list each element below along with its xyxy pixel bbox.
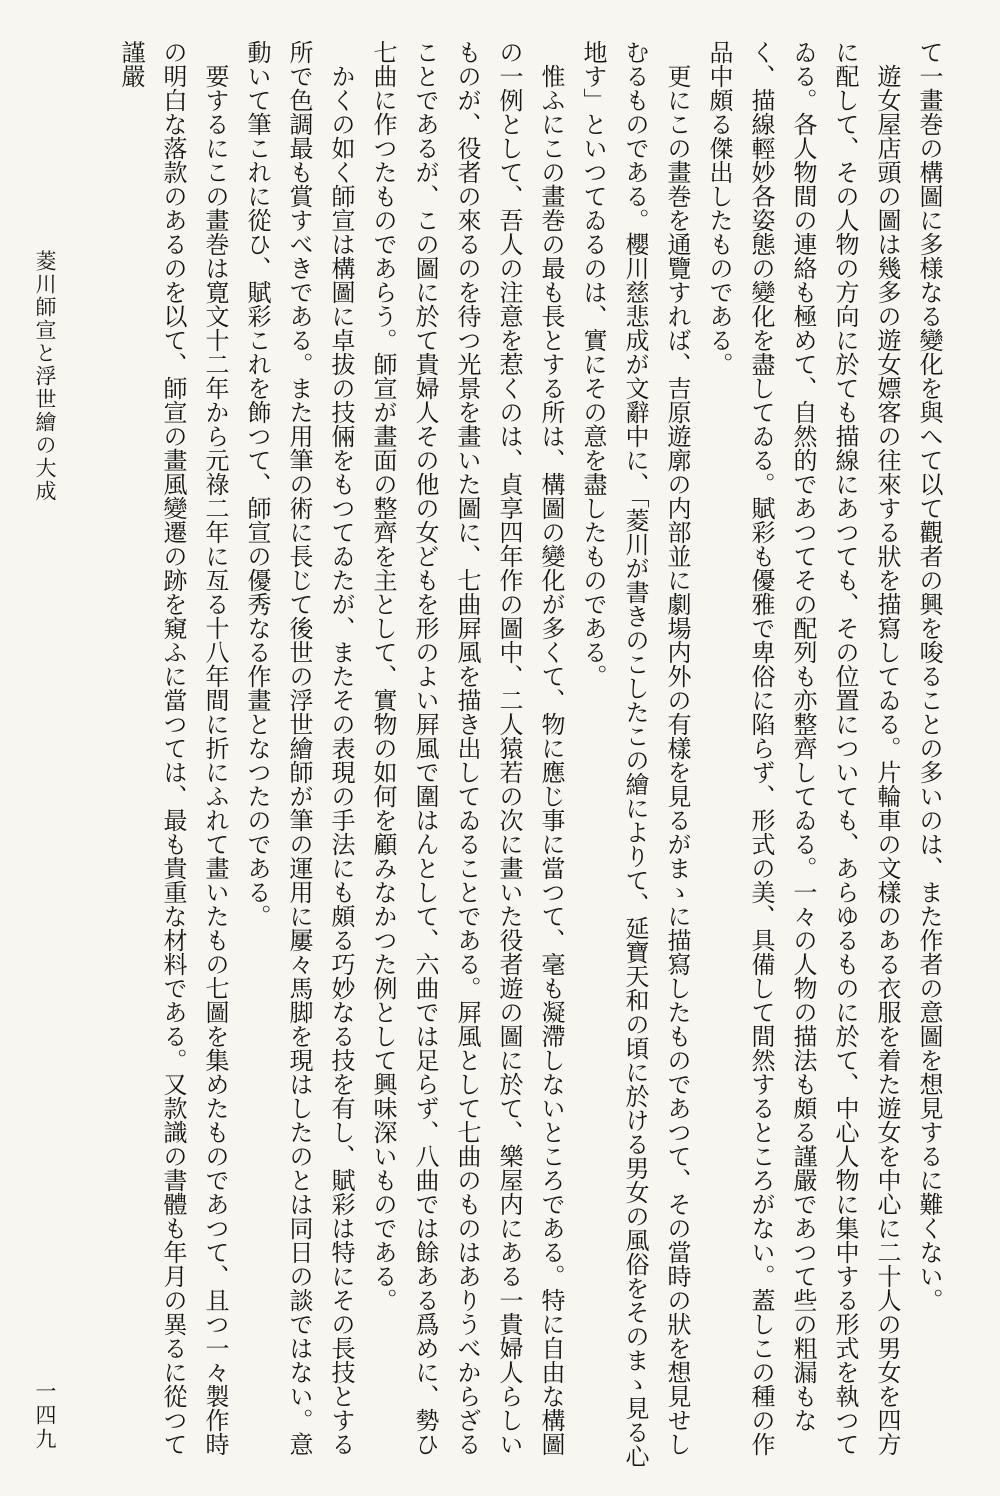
page-number: 一四九 (33, 1380, 57, 1452)
paragraph: 要するにこの畫巻は寛文十二年から元祿二年に亙る十八年間に折にふれて畫いたもの七圖を集めたものであつて、且つ一々製作時の明白な落款のあるのを以て、師宣の畫風變遷の跡を窺ふに當つては、最も貴重な材料である。又款識の書體も年月の異るに從つて謹嚴 (117, 40, 229, 1456)
paragraph: て一畫巻の構圖に多様なる變化を與へて以て觀者の興を唆ることの多いのは、また作者の意圖を想見するに難くない。 (915, 40, 943, 1312)
paragraph: 惟ふにこの畫巻の最も長とする所は、構圖の變化が多くて、物に應じ事に當つて、毫も凝滯しないところである。特に自由な構圖の一例として、吾人の注意を惹くのは、貞享四年作の圖中、二人猿若の次に畫いた役者遊の圖に於て、樂屋内にある一貴婦人らしいものが、役者の來るのを待つ光景を畫いた圖に、七曲屛風を描き出してゐることである。屛風として七曲のものはありうべからざることであるが、この圖に於て貴婦人その他の女どもを形のよい屛風で圍はんとして、六曲では足らず、八曲では餘ある爲めに、勢ひ七曲に作つたものであらう。師宣が畫面の整齊を主として、實物の如何を顧みなかつた例として興味深いものである。 (369, 40, 565, 1456)
paragraph: かくの如く師宣は構圖に卓拔の技倆をもつてゐたが、またその表現の手法にも頗る巧妙なる技を有し、賦彩は特にその長技とする所で色調最も賞すべきである。また用筆の術に長じて後世の浮世繪師が筆の運用に屢々馬脚を現はしたのとは同日の談ではない。意動いて筆これに從ひ、賦彩これを飾つて、師宣の優秀なる作畫となつたのである。 (243, 40, 355, 1456)
paragraph: 更にこの畫巻を通覽すれば、吉原遊廓の内部並に劇場内外の有樣を見るがまゝに描寫したものであつて、その當時の狀を想見せしむるものである。櫻川慈悲成が文辭中に、「菱川が書きのこしたこの繪によりて、延寶天和の頃に於ける男女の風俗をそのまゝ見る心地す」といつてゐるのは、實にその意を盡したものである。 (579, 40, 691, 1468)
main-text (90, 40, 950, 1472)
paragraph: 遊女屋店頭の圖は幾多の遊女嫖客の往來する狀を描寫してゐる。片輪車の文樣のある衣服を着た遊女を中心に二十人の男女を四方に配して、その人物の方向に於ても描線にあつても、その位置についても、あらゆるものに於て、中心人物に集中する形式を執つてゐる。各人物間の連絡も極めて、自然的であつてその配列も亦整齊してゐる。一々の人物の描法も頗る謹嚴であつて些の粗漏もなく、描線輕妙各姿態の變化を盡してゐる。賦彩も優雅で卑俗に陷らず、形式の美、具備して間然するところがない。蓋しこの種の作品中頗る傑出したものである。 (705, 40, 901, 1456)
running-title: 菱川師宣と浮世繪の大成 (33, 250, 57, 503)
